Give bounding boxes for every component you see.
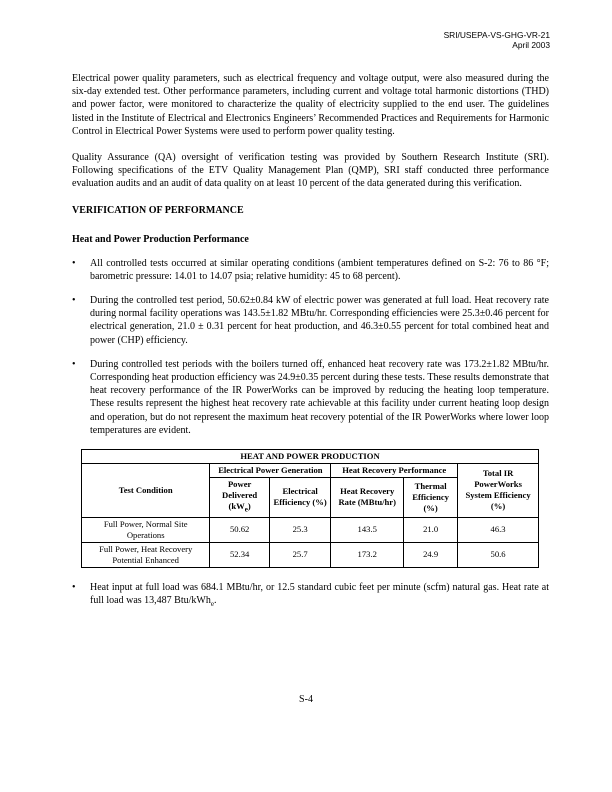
col-total-efficiency: Total IR PowerWorks System Efficiency (%)	[458, 464, 539, 518]
group-heat: Heat Recovery Performance	[331, 464, 458, 478]
table-row	[82, 542, 539, 567]
bullet-icon: •	[72, 358, 76, 370]
page-content	[72, 72, 549, 622]
bullet-icon: •	[72, 257, 76, 269]
col-thermal-efficiency: Thermal Efficiency (%)	[404, 478, 458, 518]
bullet-text: During controlled test periods with the boilers turned off, enhanced heat recovery rate was 173.2±1.82 MBtu/hr. Corresponding heat production efficiency was 24.9±0.35 percent during these tests. These results demonstrate that heat recovery performance of the IR PowerWorks can be improved by reducing the heating loop temperature. These results represent the highest heat recovery rate achievable at this facility under current heating loop design and operation, but do not represent the maximum heat recovery potential of the IR PowerWorks where lower loop temperatures are evident.	[90, 358, 549, 436]
cell-condition: Full Power, Normal Site Operations	[82, 517, 210, 542]
bullet-item-enhanced-recovery	[72, 358, 549, 437]
subhead: Heat and Power Production Performance	[72, 233, 249, 245]
bullet-list-2	[72, 581, 549, 611]
cell-total: 46.3	[458, 517, 539, 542]
cell-total: 50.6	[458, 542, 539, 567]
page-header	[444, 30, 550, 50]
bullet-item-heat-input	[72, 581, 549, 611]
cell-elec-eff: 25.7	[269, 542, 330, 567]
bullet-text: All controlled tests occurred at similar operating conditions (ambient temperatures defined on S-2: 76 to 86 °F; barometric pressure: 14.01 to 14.07 psia; relative humidity: 45 to 68 percent).	[90, 257, 549, 282]
report-date: April 2003	[512, 40, 550, 50]
table-row	[82, 517, 539, 542]
cell-condition: Full Power, Heat Recovery Potential Enhanced	[82, 542, 210, 567]
col-power-delivered: Power Delivered $(kW_e)$	[210, 478, 270, 518]
bullet-icon: •	[72, 581, 76, 593]
bullet-item-conditions	[72, 257, 549, 283]
cell-elec-eff: 25.3	[269, 517, 330, 542]
heat-power-table	[81, 449, 539, 568]
paragraph-quality-assurance: Quality Assurance (QA) oversight of verification testing was provided by Southern Research Institute (SRI). Following specifications of the ETV Quality Management Plan (QMP), SRI staff conducted three performance evaluation audits and an audit of data quality on at least 10 percent of the data generated during this verification.	[72, 152, 549, 190]
bullet-item-controlled-test	[72, 294, 549, 347]
bullet-text-sub: e	[210, 599, 214, 608]
bullet-list	[72, 257, 549, 437]
group-electrical: Electrical Power Generation	[210, 464, 331, 478]
cell-power: 50.62	[210, 517, 270, 542]
col-electrical-efficiency: Electrical Efficiency (%)	[269, 478, 330, 518]
table-title: HEAT AND POWER PRODUCTION	[82, 450, 539, 464]
page-number: S-4	[299, 694, 313, 705]
col-heat-recovery-rate: Heat Recovery Rate (MBtu/hr)	[331, 478, 404, 518]
report-id: SRI/USEPA-VS-GHG-VR-21	[443, 30, 550, 40]
bullet-text-end: .	[213, 594, 217, 606]
col-test-condition: Test Condition	[82, 464, 210, 518]
bullet-text: Heat input at full load was 684.1 MBtu/hr, or 12.5 standard cubic feet per minute (scfm) natural gas. Heat rate at full load was 13,487 Btu/kWh	[90, 581, 549, 606]
cell-heat-rate: 143.5	[331, 517, 404, 542]
cell-heat-rate: 173.2	[331, 542, 404, 567]
cell-thermal-eff: 21.0	[404, 517, 458, 542]
bullet-icon: •	[72, 295, 76, 307]
cell-power: 52.34	[210, 542, 270, 567]
cell-thermal-eff: 24.9	[404, 542, 458, 567]
paragraph-power-quality: Electrical power quality parameters, such as electrical frequency and voltage output, were also measured during the six-day extended test. Other performance parameters, including current and voltage total harmonic distortions (THD) and power factor, were monitored to characterize the quality of electricity supplied to the end user. The guidelines listed in the Institute of Electrical and Electronics Engineers’ Recommended Practices and Requirements for Harmonic Control in Electrical Power Systems were used to perform power quality testing.	[72, 73, 549, 137]
bullet-text: During the controlled test period, 50.62±0.84 kW of electric power was generated at full load. Heat recovery rate during normal facility operations was 143.5±1.82 MBtu/hr. Corresponding efficiencies were 25.3±0.46 percent for electrical generation, 21.0 ± 0.31 percent for heat production, and 46.3±0.55 percent for total combined heat and power (CHP) efficiency.	[90, 295, 549, 346]
section-title: VERIFICATION OF PERFORMANCE	[72, 204, 244, 216]
